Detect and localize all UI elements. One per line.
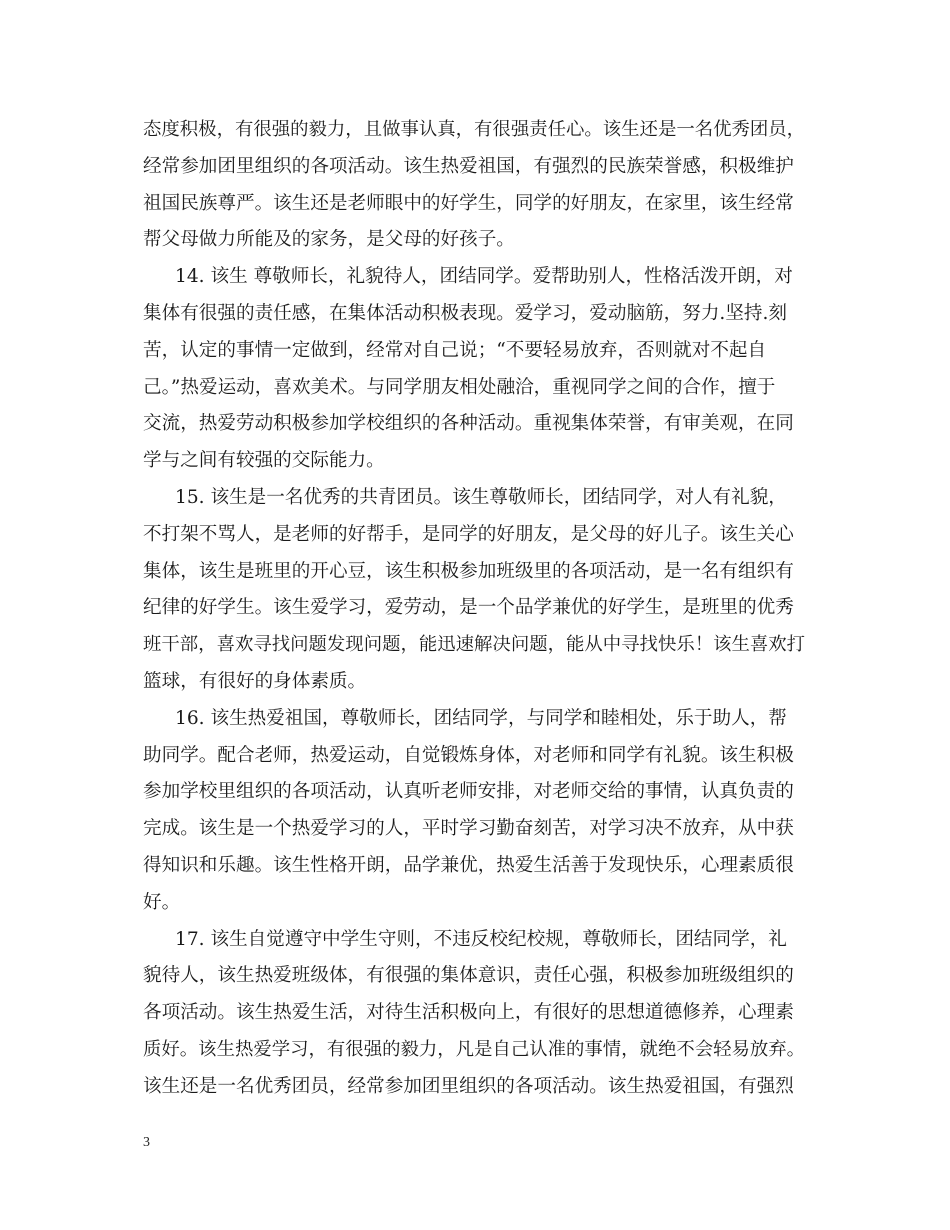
text-line: 集体，该生是班里的开心豆，该生积极参加班级里的各项活动，是一名有组织有 bbox=[143, 560, 794, 582]
text-line: 祖国民族尊严。该生还是老师眼中的好学生，同学的好朋友，在家里，该生经常 bbox=[143, 192, 794, 214]
paragraph-start-line: 16. 该生热爱祖国，尊敬师长，团结同学，与同学和睦相处，乐于助人，帮 bbox=[175, 707, 787, 729]
page-number: 3 bbox=[143, 1135, 150, 1150]
text-line: 纪律的好学生。该生爱学习，爱劳动，是一个品学兼优的好学生，是班里的优秀 bbox=[143, 597, 794, 619]
text-line: 篮球，有很好的身体素质。 bbox=[143, 670, 367, 692]
document-body bbox=[143, 112, 811, 1106]
text-line: 得知识和乐趣。该生性格开朗，品学兼优，热爱生活善于发现快乐，心理素质很 bbox=[143, 854, 794, 876]
text-line: 好。 bbox=[143, 891, 181, 913]
text-line: 学与之间有较强的交际能力。 bbox=[143, 450, 385, 472]
text-line: 己。”热爱运动，喜欢美术。与同学朋友相处融洽，重视同学之间的合作，擅于 bbox=[143, 376, 776, 398]
text-line: 苦，认定的事情一定做到，经常对自己说；“不要轻易放弃，否则就对不起自 bbox=[143, 339, 767, 361]
text-line: 经常参加团里组织的各项活动。该生热爱祖国，有强烈的民族荣誉感，积极维护 bbox=[143, 155, 794, 177]
text-line: 助同学。配合老师，热爱运动，自觉锻炼身体，对老师和同学有礼貌。该生积极 bbox=[143, 744, 794, 766]
text-line: 完成。该生是一个热爱学习的人，平时学习勤奋刻苦，对学习决不放弃，从中获 bbox=[143, 818, 794, 840]
text-line: 帮父母做力所能及的家务，是父母的好孩子。 bbox=[143, 229, 515, 251]
paragraph-start-line: 14. 该生 尊敬师长，礼貌待人，团结同学。爱帮助别人，性格活泼开朗，对 bbox=[175, 266, 793, 288]
text-line: 该生还是一名优秀团员，经常参加团里组织的各项活动。该生热爱祖国，有强烈 bbox=[143, 1075, 794, 1097]
text-line: 质好。该生热爱学习，有很强的毅力，凡是自己认准的事情，就绝不会轻易放弃。 bbox=[143, 1038, 806, 1060]
text-line: 班干部，喜欢寻找问题发现问题，能迅速解决问题，能从中寻找快乐！该生喜欢打 bbox=[143, 634, 806, 656]
paragraph-start-line: 17. 该生自觉遵守中学生守则，不违反校纪校规，尊敬师长，团结同学，礼 bbox=[175, 928, 787, 950]
text-line: 各项活动。该生热爱生活，对待生活积极向上，有很好的思想道德修养，心理素 bbox=[143, 1002, 794, 1024]
text-line: 集体有很强的责任感，在集体活动积极表现。爱学习，爱动脑筋，努力.坚持.刻 bbox=[143, 302, 788, 324]
text-line: 参加学校里组织的各项活动，认真听老师安排，对老师交给的事情，认真负责的 bbox=[143, 781, 794, 803]
text-line: 交流，热爱劳动积极参加学校组织的各种活动。重视集体荣誉，有审美观，在同 bbox=[143, 413, 794, 435]
text-line: 貌待人，该生热爱班级体，有很强的集体意识，责任心强，积极参加班级组织的 bbox=[143, 965, 794, 987]
paragraph-start-line: 15. 该生是一名优秀的共青团员。该生尊敬师长，团结同学，对人有礼貌， bbox=[175, 486, 787, 508]
text-line: 不打架不骂人，是老师的好帮手，是同学的好朋友，是父母的好儿子。该生关心 bbox=[143, 523, 794, 545]
text-line: 态度积极，有很强的毅力，且做事认真，有很强责任心。该生还是一名优秀团员， bbox=[143, 119, 806, 140]
